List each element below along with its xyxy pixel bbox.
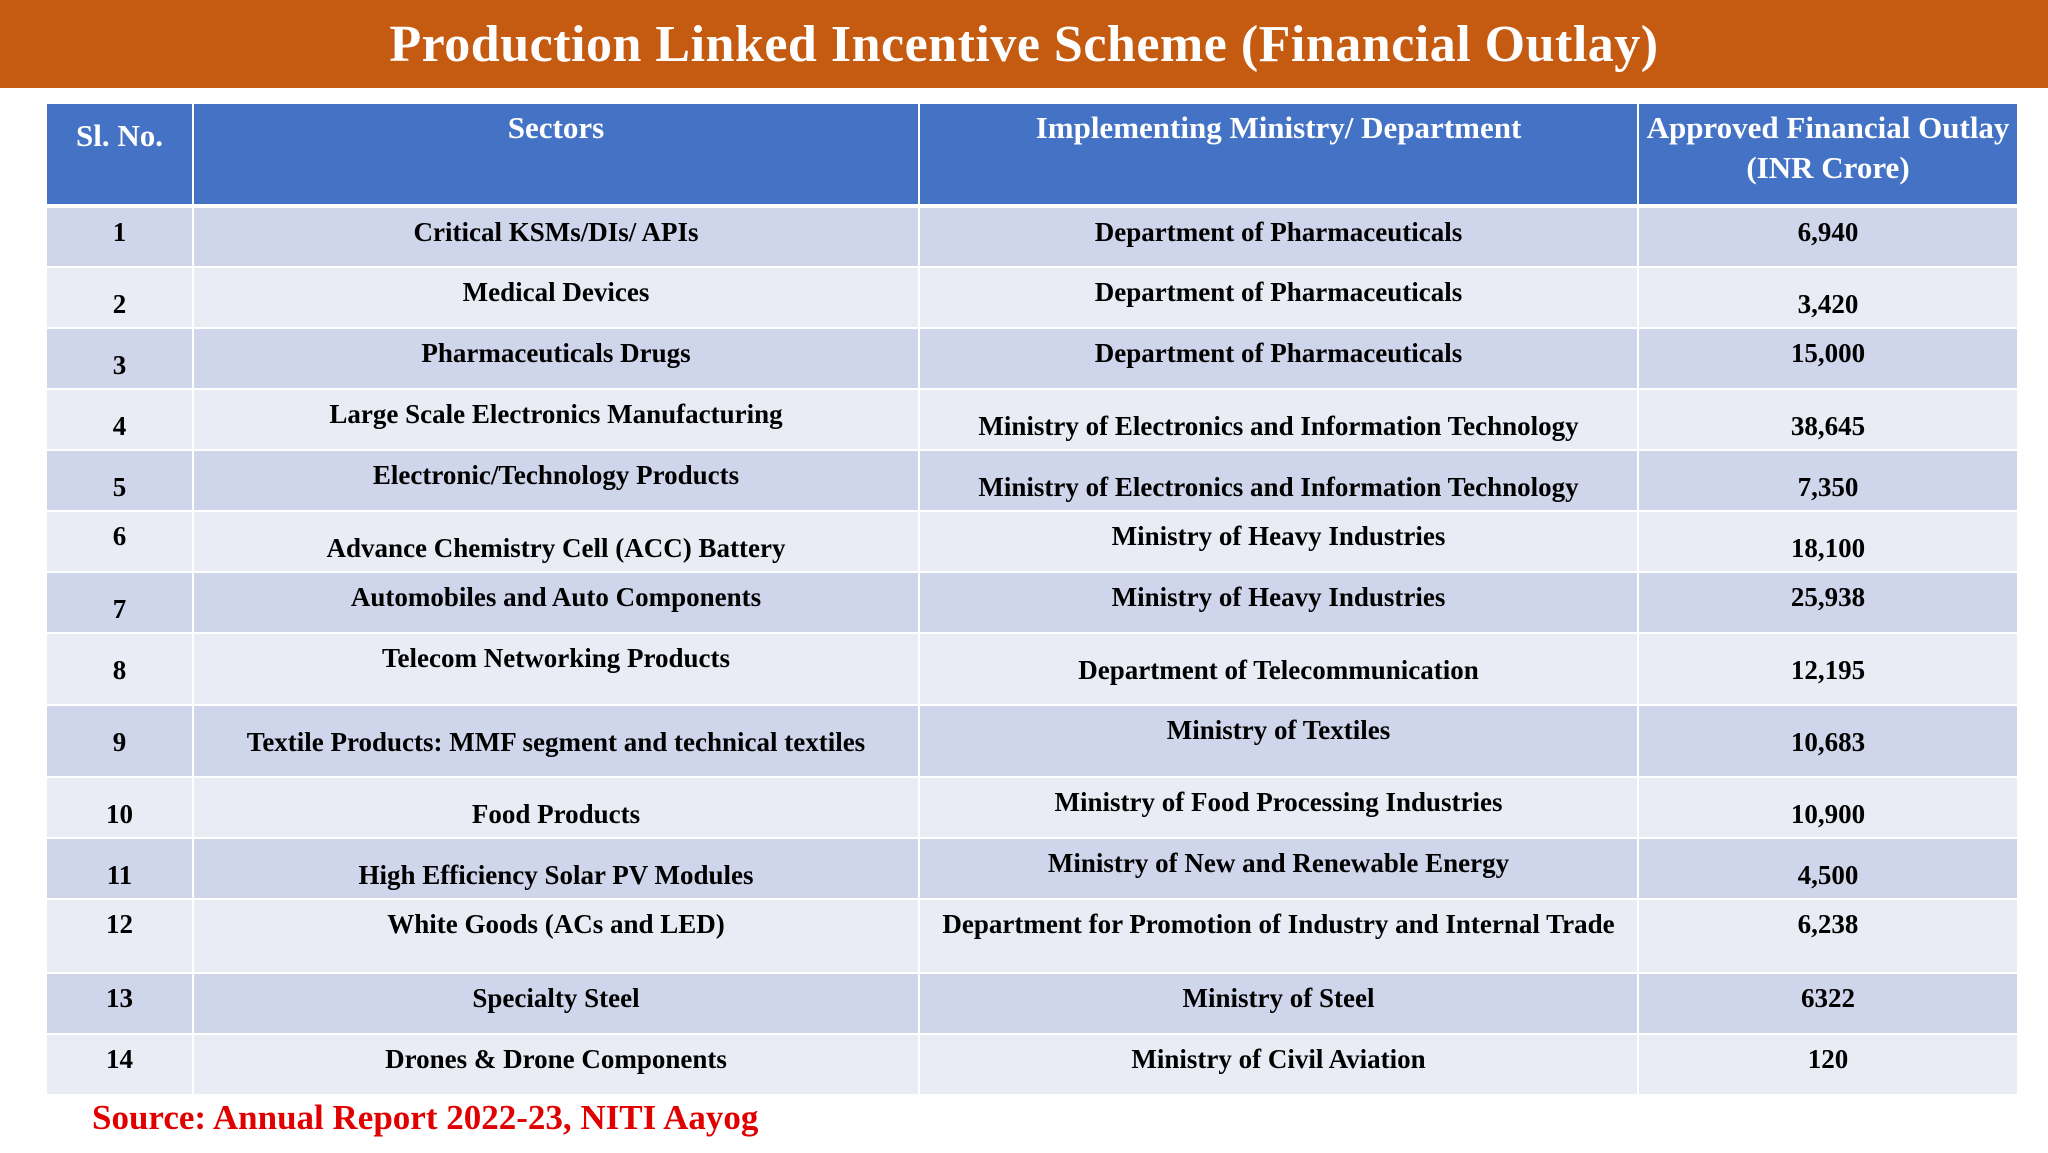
cell-sl: 14 — [47, 1034, 193, 1095]
cell-sector: Automobiles and Auto Components — [193, 572, 919, 633]
cell-ministry: Ministry of Civil Aviation — [919, 1034, 1638, 1095]
cell-sl: 3 — [47, 328, 193, 389]
cell-sector: Textile Products: MMF segment and technical textiles — [193, 705, 919, 777]
cell-outlay: 12,195 — [1638, 633, 2017, 705]
table-row — [47, 511, 2017, 572]
cell-sl: 8 — [47, 633, 193, 705]
table-row — [47, 705, 2017, 777]
cell-sl: 5 — [47, 450, 193, 511]
cell-ministry: Department of Pharmaceuticals — [919, 206, 1638, 267]
cell-sl: 4 — [47, 389, 193, 450]
table-row — [47, 572, 2017, 633]
cell-ministry: Department of Pharmaceuticals — [919, 267, 1638, 328]
cell-sector: Large Scale Electronics Manufacturing — [193, 389, 919, 450]
cell-sl: 1 — [47, 206, 193, 267]
cell-outlay: 4,500 — [1638, 838, 2017, 899]
cell-ministry: Ministry of Heavy Industries — [919, 572, 1638, 633]
cell-sector: Advance Chemistry Cell (ACC) Battery — [193, 511, 919, 572]
cell-ministry: Ministry of New and Renewable Energy — [919, 838, 1638, 899]
cell-outlay: 25,938 — [1638, 572, 2017, 633]
table-header-row — [47, 104, 2017, 206]
cell-outlay: 10,900 — [1638, 777, 2017, 838]
cell-sector: Food Products — [193, 777, 919, 838]
cell-outlay: 18,100 — [1638, 511, 2017, 572]
cell-sector: Medical Devices — [193, 267, 919, 328]
table-row — [47, 389, 2017, 450]
table-row — [47, 1034, 2017, 1095]
cell-outlay: 120 — [1638, 1034, 2017, 1095]
cell-sl: 13 — [47, 973, 193, 1034]
cell-outlay: 3,420 — [1638, 267, 2017, 328]
cell-sector: Electronic/Technology Products — [193, 450, 919, 511]
cell-ministry: Ministry of Food Processing Industries — [919, 777, 1638, 838]
cell-ministry: Department for Promotion of Industry and Internal Trade — [919, 899, 1638, 973]
cell-sector: Pharmaceuticals Drugs — [193, 328, 919, 389]
table-row — [47, 328, 2017, 389]
table-row — [47, 899, 2017, 973]
cell-sl: 10 — [47, 777, 193, 838]
cell-sector: High Efficiency Solar PV Modules — [193, 838, 919, 899]
cell-ministry: Department of Telecommunication — [919, 633, 1638, 705]
cell-ministry: Ministry of Textiles — [919, 705, 1638, 777]
table-row — [47, 206, 2017, 267]
cell-outlay: 38,645 — [1638, 389, 2017, 450]
title-bar — [0, 0, 2048, 88]
header-ministry: Implementing Ministry/ Department — [919, 104, 1638, 206]
cell-outlay: 6,238 — [1638, 899, 2017, 973]
table-row — [47, 973, 2017, 1034]
cell-outlay: 10,683 — [1638, 705, 2017, 777]
cell-ministry: Department of Pharmaceuticals — [919, 328, 1638, 389]
table-row — [47, 838, 2017, 899]
table-row — [47, 267, 2017, 328]
page-title: Production Linked Incentive Scheme (Financial Outlay) — [389, 15, 1659, 73]
cell-sl: 6 — [47, 511, 193, 572]
cell-ministry: Ministry of Heavy Industries — [919, 511, 1638, 572]
cell-sl: 7 — [47, 572, 193, 633]
cell-outlay: 7,350 — [1638, 450, 2017, 511]
header-sl-no: Sl. No. — [47, 104, 193, 206]
cell-outlay: 6322 — [1638, 973, 2017, 1034]
header-sectors: Sectors — [193, 104, 919, 206]
cell-outlay: 6,940 — [1638, 206, 2017, 267]
header-outlay: Approved Financial Outlay (INR Crore) — [1638, 104, 2017, 206]
cell-ministry: Ministry of Electronics and Information Technology — [919, 450, 1638, 511]
cell-sector: Critical KSMs/DIs/ APIs — [193, 206, 919, 267]
table-row — [47, 633, 2017, 705]
cell-sector: White Goods (ACs and LED) — [193, 899, 919, 973]
cell-sector: Drones & Drone Components — [193, 1034, 919, 1095]
cell-ministry: Ministry of Electronics and Information Technology — [919, 389, 1638, 450]
cell-outlay: 15,000 — [1638, 328, 2017, 389]
table-row — [47, 450, 2017, 511]
cell-sl: 11 — [47, 838, 193, 899]
pli-outlay-table — [47, 104, 2017, 1096]
cell-sector: Specialty Steel — [193, 973, 919, 1034]
cell-sl: 9 — [47, 705, 193, 777]
cell-ministry: Ministry of Steel — [919, 973, 1638, 1034]
table-row — [47, 777, 2017, 838]
cell-sl: 12 — [47, 899, 193, 973]
cell-sector: Telecom Networking Products — [193, 633, 919, 705]
source-note: Source: Annual Report 2022-23, NITI Aayog — [92, 1098, 759, 1137]
cell-sl: 2 — [47, 267, 193, 328]
